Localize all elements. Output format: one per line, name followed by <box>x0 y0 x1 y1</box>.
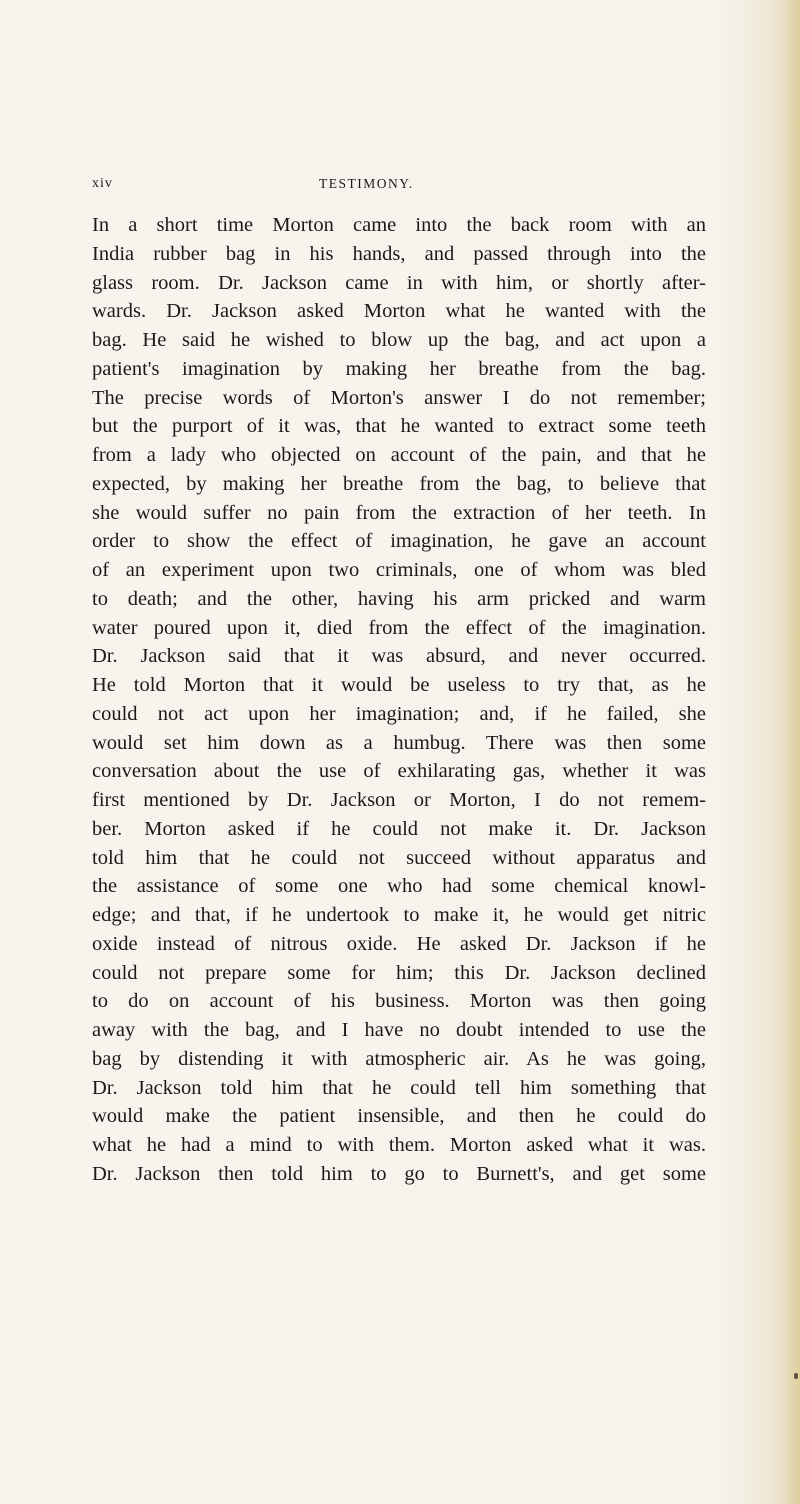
text-line: to do on account of his business. Morton was then going <box>92 990 706 1013</box>
text-line: Dr. Jackson said that it was absurd, and never occurred. <box>92 645 706 668</box>
page-edge-shadow <box>786 0 800 1504</box>
text-line: she would suffer no pain from the extraction of her teeth. In <box>92 501 706 524</box>
text-line: Dr. Jackson told him that he could tell him something that <box>92 1076 706 1099</box>
text-line: expected, by making her breathe from the bag, to believe that <box>92 472 706 495</box>
text-line: from a lady who objected on account of the pain, and that he <box>92 444 706 466</box>
text-line: In a short time Morton came into the back room with an <box>92 214 706 236</box>
text-line: away with the bag, and I have no doubt intended to use the <box>92 1019 706 1041</box>
text-line: The precise words of Morton's answer I do not remember; <box>92 386 706 409</box>
running-head-title: TESTIMONY. <box>319 176 414 191</box>
body-text <box>92 211 706 1189</box>
text-line: what he had a mind to with them. Morton asked what it was. <box>92 1134 706 1156</box>
text-line: glass room. Dr. Jackson came in with him, or shortly after- <box>92 271 706 294</box>
text-line: conversation about the use of exhilarating gas, whether it was <box>92 760 706 783</box>
text-line: order to show the effect of imagination, he gave an account <box>92 530 706 553</box>
text-line: of an experiment upon two criminals, one of whom was bled <box>92 559 706 581</box>
text-line: first mentioned by Dr. Jackson or Morton, I do not remem- <box>92 789 706 811</box>
text-line: patient's imagination by making her breathe from the bag. <box>92 357 706 380</box>
text-line: bag. He said he wished to blow up the bag, and act upon a <box>92 329 706 351</box>
text-line: bag by distending it with atmospheric air. As he was going, <box>92 1047 706 1070</box>
text-line: ber. Morton asked if he could not make it. Dr. Jackson <box>92 817 706 840</box>
text-line: India rubber bag in his hands, and passed through into the <box>92 242 706 265</box>
text-line: could not act upon her imagination; and, if he failed, she <box>92 702 706 725</box>
page-number: xiv <box>92 176 113 191</box>
text-line: told him that he could not succeed without apparatus and <box>92 846 706 869</box>
running-head <box>92 176 706 196</box>
text-line: oxide instead of nitrous oxide. He asked Dr. Jackson if he <box>92 932 706 955</box>
text-line: could not prepare some for him; this Dr. Jackson declined <box>92 961 706 984</box>
text-line: edge; and that, if he undertook to make it, he would get nitric <box>92 904 706 926</box>
ink-speck <box>794 1373 798 1379</box>
text-line: water poured upon it, died from the effect of the imagination. <box>92 616 706 639</box>
text-line: wards. Dr. Jackson asked Morton what he wanted with the <box>92 300 706 323</box>
text-line: would make the patient insensible, and then he could do <box>92 1105 706 1128</box>
text-line: the assistance of some one who had some chemical knowl- <box>92 875 706 898</box>
text-line: He told Morton that it would be useless to try that, as he <box>92 674 706 696</box>
text-line: but the purport of it was, that he wanted to extract some teeth <box>92 415 706 438</box>
text-line: Dr. Jackson then told him to go to Burnett's, and get some <box>92 1162 706 1185</box>
text-line: to death; and the other, having his arm pricked and warm <box>92 587 706 610</box>
text-line: would set him down as a humbug. There was then some <box>92 731 706 754</box>
